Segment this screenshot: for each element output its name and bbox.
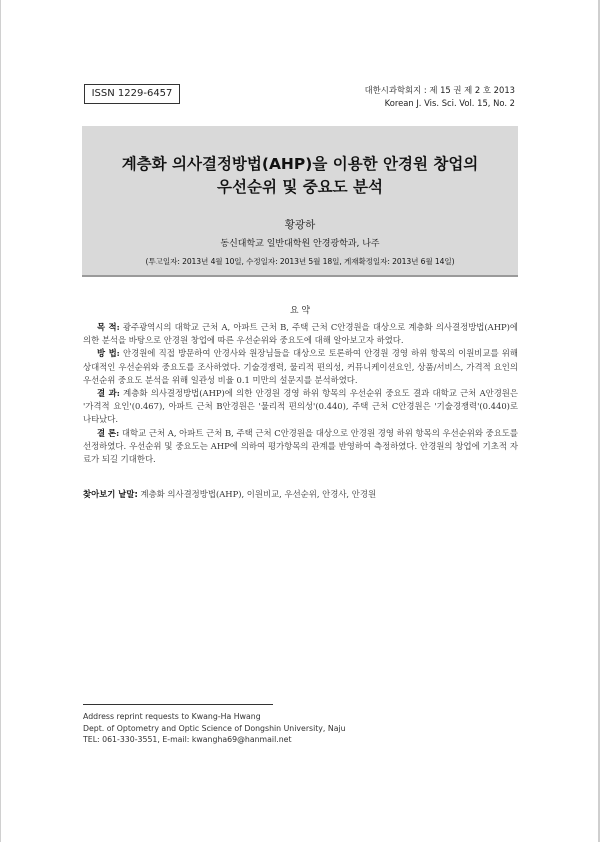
paper-title-line2: 우선순위 및 중요도 분석 — [217, 178, 383, 196]
abstract-section-text: 광주광역시의 대학교 근처 A, 아파트 근처 B, 주택 근처 C안경원을 대상으로 계층화 의사결정방법(AHP)에 의한 분석을 바탕으로 안경원 창업에 따른 우선순위와 중요도에 대해 알아보고자 하였다. — [83, 322, 518, 346]
footnote-divider — [83, 704, 273, 705]
abstract-methods — [83, 347, 518, 387]
author-affiliation: 동신대학교 일반대학원 안경광학과, 나주 — [220, 239, 380, 249]
journal-citation — [365, 84, 515, 110]
journal-citation-korean: 대한시과학회지 : 제 15 권 제 2 호 2013 — [364, 85, 515, 95]
abstract-purpose — [83, 321, 518, 347]
author-name: 황광하 — [284, 219, 316, 231]
abstract-section-text: 안경원에 직접 방문하여 안경사와 원장님들을 대상으로 토론하여 안경원 경영 하위 항목의 이원비교를 위해 상대적인 우선순위와 중요도를 조사하였다. 기술경쟁력, 물리적 편의성, 커뮤니케이션요인, 상품/서비스, 가격적 요인의 우선순위 중요도 분석을 위해 일관성 비율 0.1 미만의 설문지를 분석하였다. — [83, 348, 518, 385]
keywords-text: 계층화 의사결정방법(AHP), 이원비교, 우선순위, 안경사, 안경원 — [137, 489, 377, 499]
abstract-results — [83, 387, 518, 427]
abstract-heading: 요 약 — [289, 306, 311, 316]
footnote-address: Address reprint requests to Kwang-Ha Hwang — [83, 712, 261, 721]
abstract-section-label: 결 론: — [97, 427, 120, 438]
submission-dates: (투고일자: 2013년 4월 10일, 수정일자: 2013년 5월 18일, 게재확정일자: 2013년 6월 14일) — [145, 257, 455, 266]
issn-box: ISSN 1229-6457 — [84, 84, 180, 104]
footnote-department: Dept. of Optometry and Optic Science of Dongshin University, Naju — [83, 723, 346, 733]
paper-title-line1: 계층화 의사결정방법(AHP)을 이용한 안경원 창업의 — [121, 155, 479, 173]
page-edge-left — [0, 0, 1, 842]
keywords-line — [83, 488, 518, 501]
title-block — [82, 126, 518, 277]
abstract-body — [83, 321, 518, 466]
journal-citation-english: Korean J. Vis. Sci. Vol. 15, No. 2 — [384, 98, 515, 108]
abstract-section-label: 목 적: — [97, 322, 120, 332]
footnote-contact: TEL: 061-330-3551, E-mail: kwangha69@hanmail.net — [83, 735, 292, 744]
correspondence-footnote — [83, 711, 346, 746]
abstract-section-label: 결 과: — [97, 388, 120, 399]
abstract-section-text: 대학교 근처 A, 아파트 근처 B, 주택 근처 C안경원을 대상으로 안경원 경영 하위 항목의 우선순위와 중요도를 선정하였다. 우선순위 및 중요도는 AHP에 의하여 평가항목의 관계를 반영하여 측정하였다. 안경원의 창업에 기초적 자료가 되길 기대한다. — [83, 427, 518, 465]
abstract-section-text: 계층화 의사결정방법(AHP)에 의한 안경원 경영 하위 항목의 우선순위 중요도 결과 대학교 근처 A안경원은 '가격적 요인'(0.467), 아파트 근처 B안경원은 '물리적 편의성'(0.440), 주택 근처 C안경원은 '기술경쟁력'(0.440)로 나타났다. — [83, 388, 518, 425]
abstract-conclusion — [83, 427, 518, 467]
abstract-section-label: 방 법: — [97, 348, 120, 359]
keywords-label: 찾아보기 낱말: — [83, 489, 138, 499]
